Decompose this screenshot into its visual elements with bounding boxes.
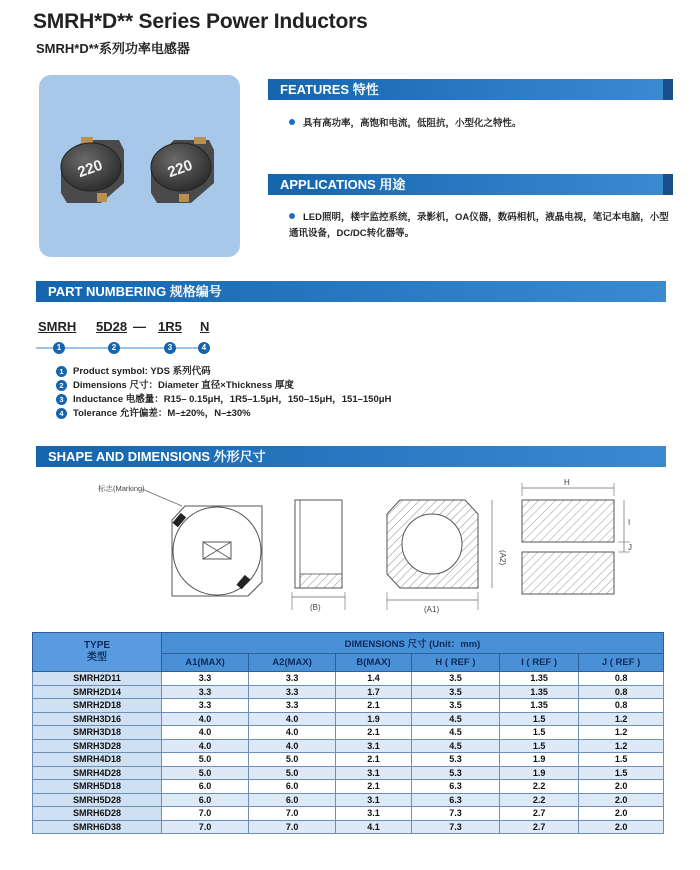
type-cell: SMRH5D28 (33, 793, 162, 807)
column-header: A2(MAX) (249, 654, 336, 672)
pn-number-1: 1 (53, 342, 65, 354)
type-header-en: TYPE (83, 640, 111, 651)
dimensions-header: DIMENSIONS 尺寸 (Unit：mm) (162, 633, 664, 654)
legend-text: Dimensions 尺寸：Diameter 直径×Thickness 厚度 (73, 380, 294, 391)
value-cell: 5.3 (411, 766, 499, 780)
value-cell: 4.0 (249, 739, 336, 753)
value-cell: 1.2 (579, 712, 664, 726)
value-cell: 0.8 (579, 685, 664, 699)
pn-legend-item (56, 379, 391, 393)
type-cell: SMRH5D18 (33, 780, 162, 794)
value-cell: 1.5 (579, 766, 664, 780)
value-cell: 1.35 (500, 672, 579, 686)
type-cell: SMRH2D14 (33, 685, 162, 699)
type-cell: SMRH6D28 (33, 807, 162, 821)
value-cell: 3.5 (411, 685, 499, 699)
value-cell: 2.1 (336, 780, 412, 794)
product-photo (39, 75, 240, 257)
inductor-right (151, 137, 214, 203)
applications-text-content: LED照明，楼宇监控系统，录影机，OA仪器，数码相机，液晶电视，笔记本电脑，小型通讯设备，DC/DC转化器等。 (289, 212, 669, 239)
value-cell: 1.35 (500, 699, 579, 713)
bullet-icon (289, 119, 295, 125)
marking-text-right: 220 (165, 156, 195, 182)
value-cell: 2.0 (579, 793, 664, 807)
value-cell: 2.1 (336, 726, 412, 740)
table-row (33, 820, 664, 834)
value-cell: 3.3 (162, 685, 249, 699)
value-cell: 6.0 (249, 780, 336, 794)
value-cell: 4.1 (336, 820, 412, 834)
value-cell: 5.3 (411, 753, 499, 767)
value-cell: 3.3 (162, 699, 249, 713)
dim-label-b: (B) (310, 603, 321, 612)
legend-number-icon: 1 (56, 366, 67, 377)
part-numbering-heading: PART NUMBERING 规格编号 (36, 281, 666, 302)
column-header: I ( REF ) (500, 654, 579, 672)
value-cell: 6.3 (411, 793, 499, 807)
type-cell: SMRH6D38 (33, 820, 162, 834)
value-cell: 4.0 (162, 726, 249, 740)
value-cell: 1.9 (500, 766, 579, 780)
value-cell: 1.9 (336, 712, 412, 726)
applications-text (289, 210, 674, 242)
table-row (33, 726, 664, 740)
dimensions-table (32, 632, 664, 834)
value-cell: 4.0 (249, 726, 336, 740)
type-cell: SMRH4D28 (33, 766, 162, 780)
marking-text-left: 220 (75, 156, 105, 182)
table-row (33, 685, 664, 699)
value-cell: 4.5 (411, 726, 499, 740)
pn-dash: — (133, 319, 146, 334)
value-cell: 2.2 (500, 793, 579, 807)
inductor-photo-svg (39, 75, 240, 257)
marking-label: 标志(Marking) (98, 484, 145, 493)
applications-band-end (663, 174, 673, 195)
dim-label-a2: (A2) (498, 550, 507, 566)
value-cell: 0.8 (579, 672, 664, 686)
type-header-cn: 类型 (87, 652, 107, 663)
pn-part-3 (158, 319, 182, 334)
value-cell: 3.3 (162, 672, 249, 686)
value-cell: 2.2 (500, 780, 579, 794)
land-pattern-drawing (522, 478, 632, 594)
value-cell: 7.3 (411, 820, 499, 834)
bullet-icon (289, 213, 295, 219)
pn-part-1 (38, 319, 76, 334)
value-cell: 1.7 (336, 685, 412, 699)
page-subtitle: SMRH*D**系列功率电感器 (36, 41, 190, 56)
legend-number-icon: 2 (56, 380, 67, 391)
type-cell: SMRH3D16 (33, 712, 162, 726)
table-header-row (33, 633, 664, 654)
table-body (33, 672, 664, 834)
table-row (33, 753, 664, 767)
pn-part-3-text: 1R5 (158, 319, 182, 334)
features-heading: FEATURES 特性 (268, 79, 663, 100)
bottom-view-drawing (387, 500, 507, 614)
value-cell: 5.0 (162, 753, 249, 767)
applications-heading: APPLICATIONS 用途 (268, 174, 663, 195)
value-cell: 2.7 (500, 820, 579, 834)
pn-part-2-text: 5D28 (96, 319, 128, 334)
value-cell: 5.0 (249, 766, 336, 780)
table-row (33, 766, 664, 780)
value-cell: 7.0 (162, 820, 249, 834)
value-cell: 1.5 (579, 753, 664, 767)
value-cell: 2.0 (579, 780, 664, 794)
column-header: B(MAX) (336, 654, 412, 672)
value-cell: 1.35 (500, 685, 579, 699)
inductor-left (61, 137, 124, 203)
table-row (33, 807, 664, 821)
value-cell: 0.8 (579, 699, 664, 713)
table-row (33, 699, 664, 713)
column-header: J ( REF ) (579, 654, 664, 672)
legend-text: Inductance 电感量：R15– 0.15μH，1R5–1.5μH，150–15μH，151–150μH (73, 394, 392, 405)
type-cell: SMRH2D18 (33, 699, 162, 713)
pn-number-3: 3 (164, 342, 176, 354)
value-cell: 3.1 (336, 766, 412, 780)
legend-text: Product symbol: YDS 系列代码 (73, 366, 211, 377)
dimension-drawings (0, 470, 700, 630)
value-cell: 7.0 (162, 807, 249, 821)
value-cell: 2.0 (579, 820, 664, 834)
value-cell: 1.5 (500, 726, 579, 740)
value-cell: 6.0 (162, 780, 249, 794)
value-cell: 1.2 (579, 726, 664, 740)
value-cell: 2.1 (336, 699, 412, 713)
value-cell: 3.5 (411, 672, 499, 686)
top-view-drawing (98, 483, 262, 596)
table-row (33, 672, 664, 686)
side-view-drawing (292, 500, 345, 612)
value-cell: 6.3 (411, 780, 499, 794)
pn-part-4-text: N (200, 319, 210, 334)
value-cell: 3.3 (249, 699, 336, 713)
value-cell: 7.3 (411, 807, 499, 821)
value-cell: 7.0 (249, 807, 336, 821)
value-cell: 1.9 (500, 753, 579, 767)
pn-part-4 (200, 319, 209, 334)
value-cell: 5.0 (249, 753, 336, 767)
table-row (33, 712, 664, 726)
table-row (33, 739, 664, 753)
value-cell: 5.0 (162, 766, 249, 780)
value-cell: 1.5 (500, 739, 579, 753)
type-cell: SMRH2D11 (33, 672, 162, 686)
value-cell: 3.1 (336, 739, 412, 753)
value-cell: 3.3 (249, 685, 336, 699)
pn-number-2: 2 (108, 342, 120, 354)
pn-legend-item (56, 407, 391, 421)
value-cell: 1.5 (500, 712, 579, 726)
page-title: SMRH*D** Series Power Inductors (33, 10, 368, 33)
table-row (33, 780, 664, 794)
value-cell: 4.0 (249, 712, 336, 726)
value-cell: 4.0 (162, 739, 249, 753)
features-band-end (663, 79, 673, 100)
legend-number-icon: 4 (56, 408, 67, 419)
value-cell: 3.5 (411, 699, 499, 713)
value-cell: 4.5 (411, 739, 499, 753)
pn-part-1-text: SMRH (38, 319, 77, 334)
value-cell: 2.7 (500, 807, 579, 821)
column-header: A1(MAX) (162, 654, 249, 672)
value-cell: 2.0 (579, 807, 664, 821)
column-header: H ( REF ) (411, 654, 499, 672)
pn-number-4: 4 (198, 342, 210, 354)
value-cell: 7.0 (249, 820, 336, 834)
table-row (33, 793, 664, 807)
value-cell: 4.5 (411, 712, 499, 726)
type-cell: SMRH3D28 (33, 739, 162, 753)
value-cell: 2.1 (336, 753, 412, 767)
value-cell: 3.1 (336, 807, 412, 821)
value-cell: 3.1 (336, 793, 412, 807)
legend-text: Tolerance 允许偏差：M–±20%，N–±30% (73, 408, 251, 419)
dim-label-j: J (628, 543, 632, 552)
features-text-content: 具有高功率，高饱和电流，低阻抗，小型化之特性。 (303, 118, 522, 129)
type-header (33, 633, 162, 672)
value-cell: 4.0 (162, 712, 249, 726)
features-text (289, 116, 669, 132)
dim-label-a1: (A1) (424, 605, 440, 614)
pn-legend-item (56, 393, 391, 407)
value-cell: 1.2 (579, 739, 664, 753)
dim-label-h: H (564, 478, 570, 487)
pn-legend (56, 365, 391, 421)
value-cell: 6.0 (249, 793, 336, 807)
legend-number-icon: 3 (56, 394, 67, 405)
type-cell: SMRH3D18 (33, 726, 162, 740)
value-cell: 1.4 (336, 672, 412, 686)
value-cell: 6.0 (162, 793, 249, 807)
pn-part-2 (96, 319, 127, 334)
pn-legend-item (56, 365, 391, 379)
shape-dimensions-heading: SHAPE AND DIMENSIONS 外形尺寸 (36, 446, 666, 467)
value-cell: 3.3 (249, 672, 336, 686)
type-cell: SMRH4D18 (33, 753, 162, 767)
dim-label-i: I (628, 518, 631, 527)
